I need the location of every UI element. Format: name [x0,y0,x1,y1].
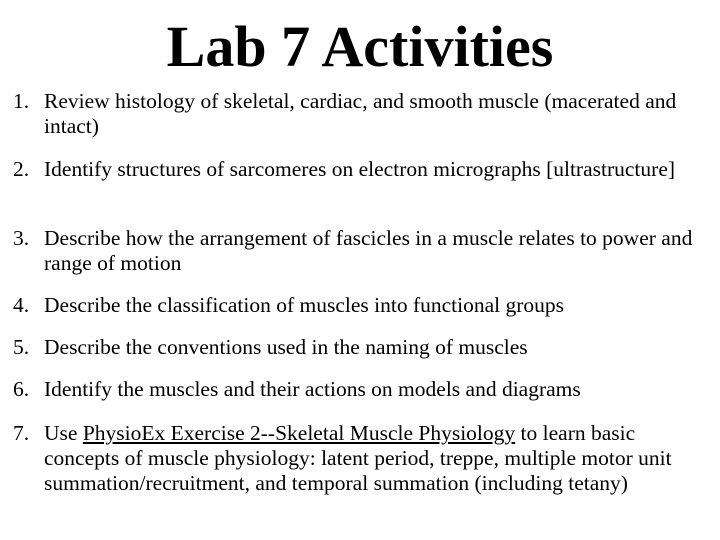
item-text: Identify the muscles and their actions on models and diagrams [44,377,581,401]
item-number: 2. [13,157,30,181]
list-item-1 [13,89,713,139]
physioex-link[interactable]: PhysioEx Exercise 2--Skeletal Muscle Physiology [82,421,516,445]
list-item-4 [13,293,713,318]
item-text [44,421,713,496]
item-text: Identify structures of sarcomeres on electron micrographs [ultrastructure] [44,157,676,181]
list-item-7 [13,421,713,496]
item-number: 1. [13,89,30,113]
slide-title: Lab 7 Activities [166,14,554,79]
item-text-before: Use [44,421,83,445]
list-item-5 [13,335,713,360]
item-text: Describe how the arrangement of fascicles in a muscle relates to power and range of motion [44,226,693,275]
item-number: 3. [13,226,30,250]
list-item-2 [13,157,713,182]
list-item-3 [13,226,713,276]
item-text: Describe the classification of muscles into functional groups [44,293,565,317]
item-text: Describe the conventions used in the naming of muscles [44,335,528,359]
item-number: 6. [13,377,30,401]
list-item-6 [13,377,713,402]
item-number: 4. [13,293,30,317]
item-number: 7. [13,421,30,445]
item-number: 5. [13,335,30,359]
item-text: Review histology of skeletal, cardiac, and smooth muscle (macerated and intact) [44,89,677,138]
item-text-after: to learn basic concepts of muscle physiology: latent period, treppe, multiple motor unit summation/recruitment, and temporal summation (including tetany) [44,421,672,495]
